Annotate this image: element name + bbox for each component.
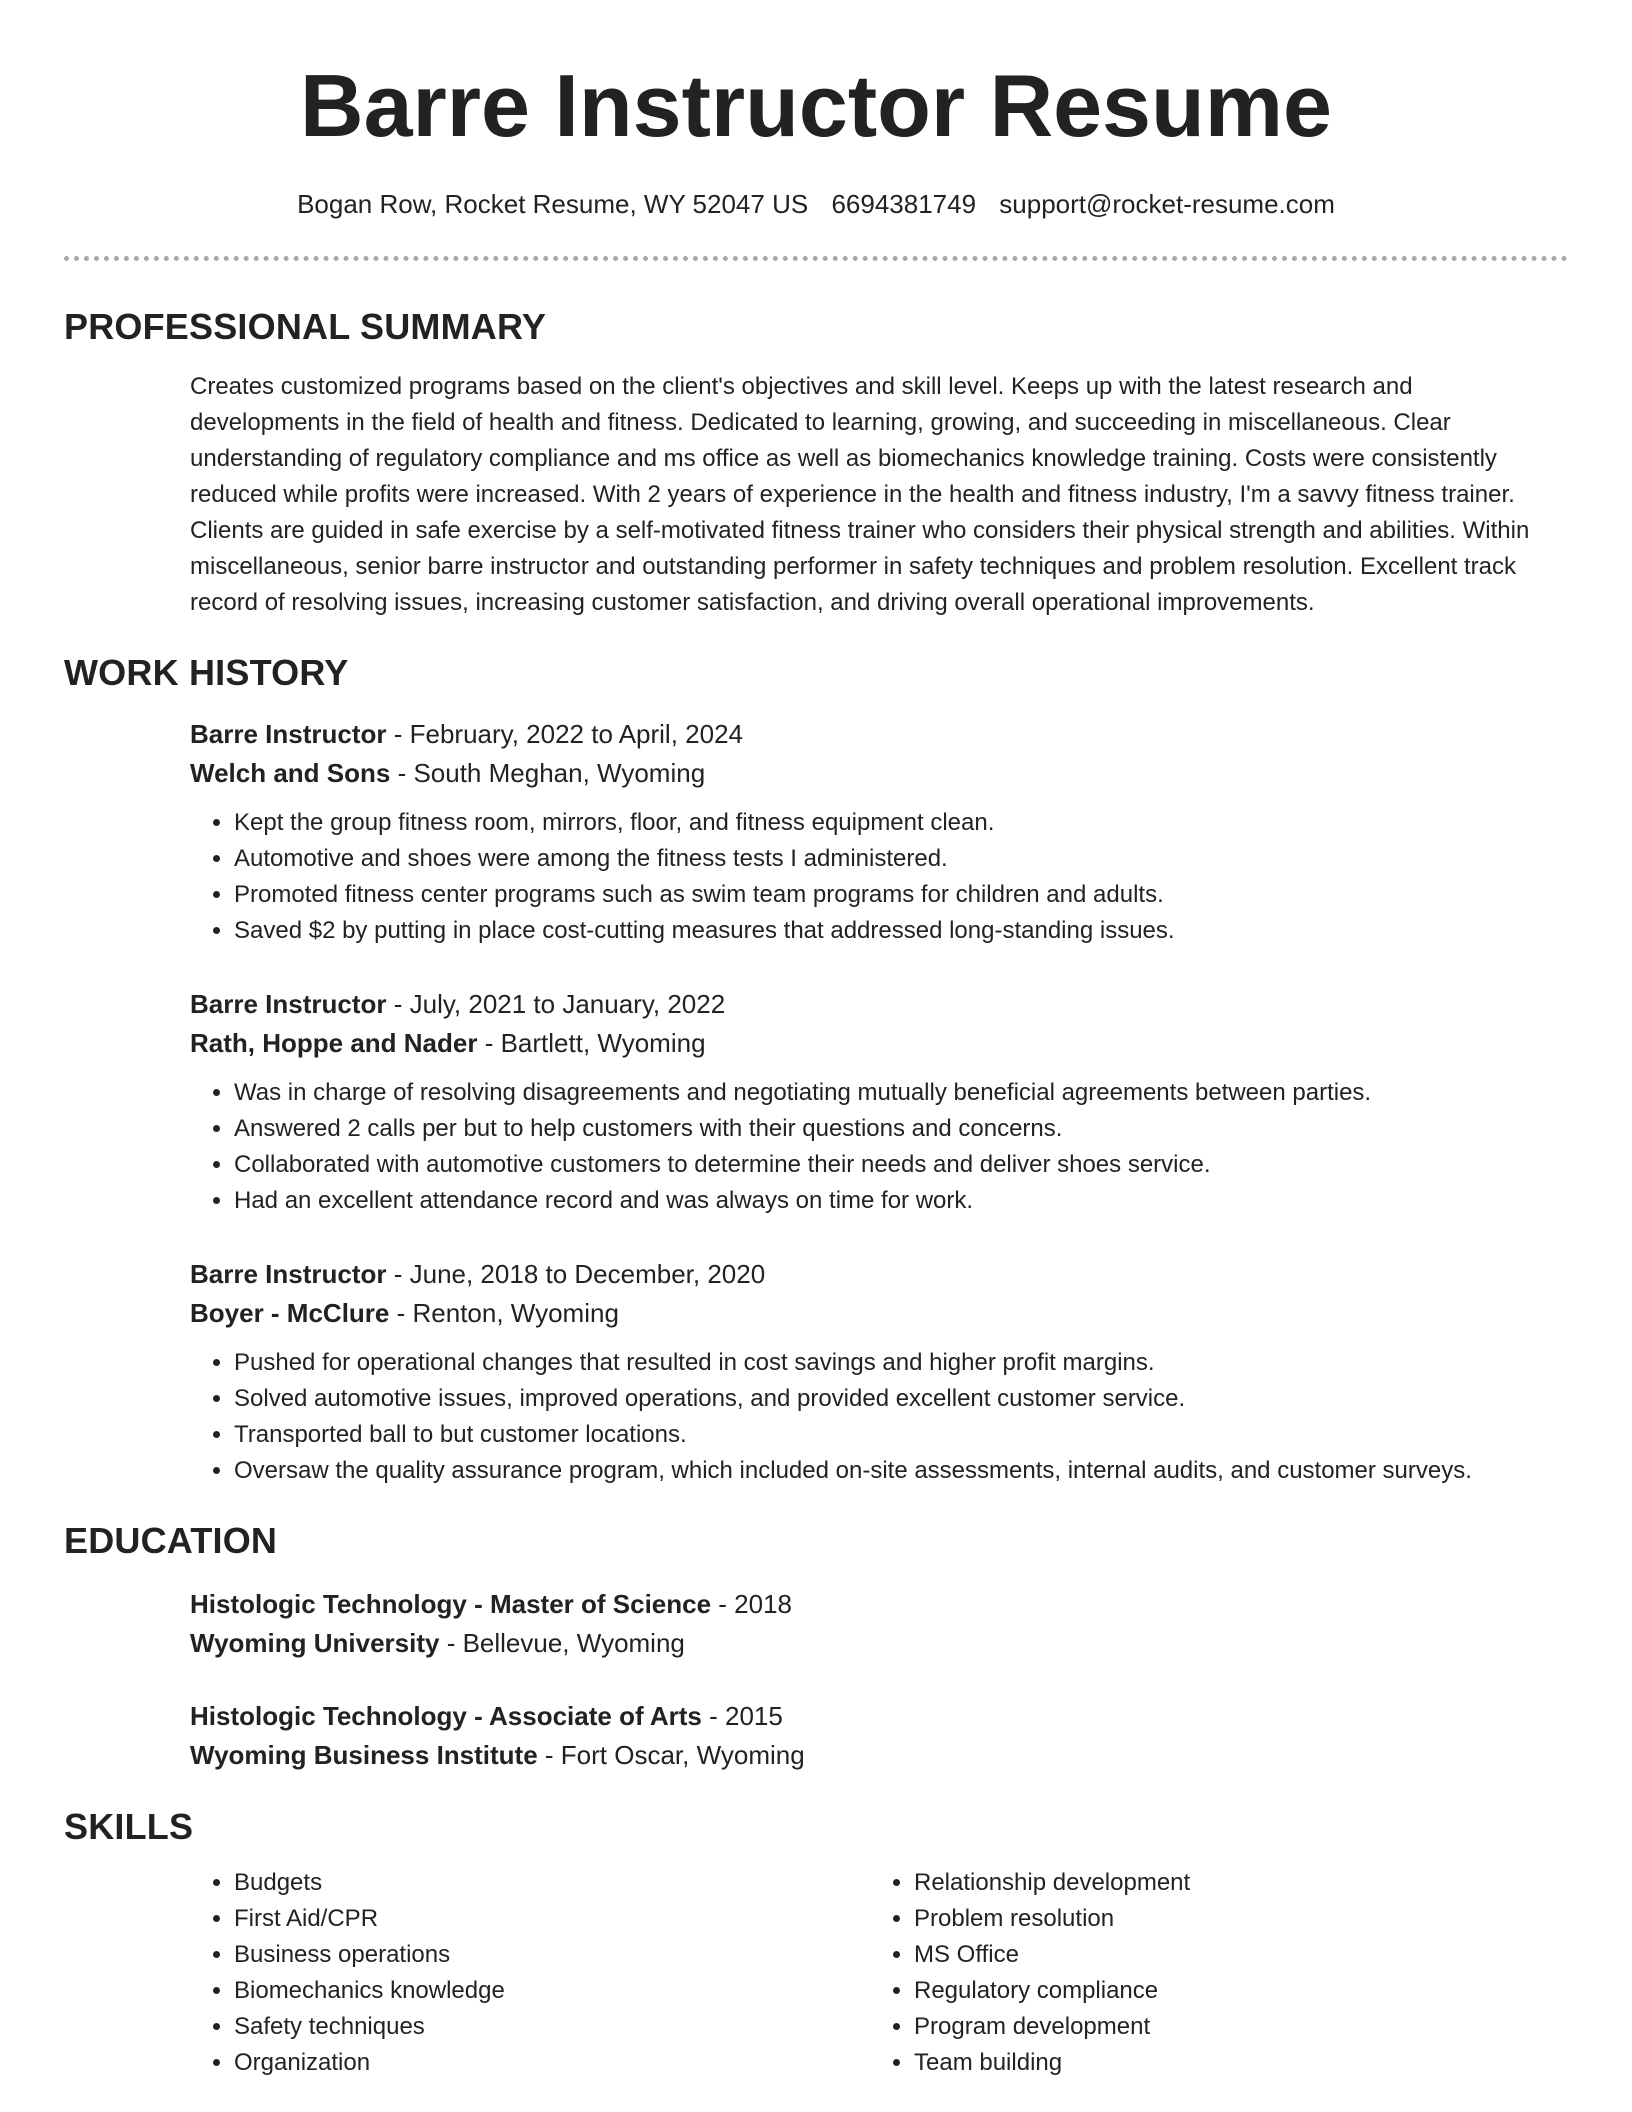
list-item: • First Aid/CPR — [234, 1901, 870, 1937]
job-location: - Renton, Wyoming — [389, 1298, 619, 1328]
summary-text: Creates customized programs based on the client's objectives and skill level. Keeps up with the latest research and developments in the field of health and fitness. Dedicated to learning, growing, and succeeding in miscellaneous. Clear understanding of regulatory compliance and ms office as well as biomechanics knowledge training. Costs were consistently reduced while profits were increased. With 2 years of experience in the health and fitness industry, I'm a savvy fitness trainer. Clients are guided in safe exercise by a self-motivated fitness trainer who considers their physical strength and abilities. Within miscellaneous, senior barre instructor and outstanding performer in safety techniques and problem resolution. Excellent track record of resolving issues, increasing customer satisfaction, and driving overall operational improvements. — [190, 373, 1530, 616]
contact-email: support@rocket-resume.com — [999, 189, 1335, 219]
education-entry — [190, 1585, 1568, 1663]
degree-year: - 2015 — [701, 1701, 783, 1731]
job-location: - Bartlett, Wyoming — [477, 1028, 706, 1058]
contact-address: Bogan Row, Rocket Resume, WY 52047 US — [297, 189, 809, 219]
school-line — [190, 1624, 1568, 1663]
work-history-heading: WORK HISTORY — [64, 652, 349, 693]
work-history-section — [190, 715, 1568, 1489]
job-title-line — [190, 985, 1568, 1024]
list-item: • Automotive and shoes were among the fitness tests I administered. — [234, 841, 1568, 877]
list-item: • Promoted fitness center programs such as swim team programs for children and adults. — [234, 877, 1568, 913]
skills-columns — [190, 1865, 1568, 2081]
job-entry — [190, 715, 1568, 949]
list-item: • Had an excellent attendance record and was always on time for work. — [234, 1183, 1568, 1219]
job-title-line — [190, 1255, 1568, 1294]
list-item: • Pushed for operational changes that resulted in cost savings and higher profit margins. — [234, 1345, 1568, 1381]
list-item: • Problem resolution — [914, 1901, 1550, 1937]
list-item: • Solved automotive issues, improved operations, and provided excellent customer service. — [234, 1381, 1568, 1417]
job-bullets — [190, 805, 1568, 949]
list-item: • Business operations — [234, 1937, 870, 1973]
skills-heading: SKILLS — [64, 1806, 194, 1847]
degree: Histologic Technology - Associate of Arts — [190, 1701, 702, 1731]
job-dates: - June, 2018 to December, 2020 — [386, 1259, 766, 1289]
list-item: • Biomechanics knowledge — [234, 1973, 870, 2009]
school: Wyoming Business Institute — [190, 1740, 538, 1770]
list-item: • Relationship development — [914, 1865, 1550, 1901]
skills-list-right — [870, 1865, 1550, 2081]
list-item: • Regulatory compliance — [914, 1973, 1550, 2009]
job-title-line — [190, 715, 1568, 754]
list-item: • MS Office — [914, 1937, 1550, 1973]
list-item: • Program development — [914, 2009, 1550, 2045]
job-bullets — [190, 1075, 1568, 1219]
school-location: - Fort Oscar, Wyoming — [537, 1740, 805, 1770]
job-entry — [190, 985, 1568, 1219]
degree-line — [190, 1585, 1568, 1624]
list-item: • Safety techniques — [234, 2009, 870, 2045]
job-company: Welch and Sons — [190, 758, 391, 788]
degree: Histologic Technology - Master of Science — [190, 1589, 712, 1619]
list-item: • Budgets — [234, 1865, 870, 1901]
degree-year: - 2018 — [711, 1589, 793, 1619]
skills-list-left — [190, 1865, 870, 2081]
job-company: Boyer - McClure — [190, 1298, 390, 1328]
education-section — [190, 1585, 1568, 1775]
education-heading: EDUCATION — [64, 1520, 278, 1561]
list-item: • Organization — [234, 2045, 870, 2081]
list-item: • Collaborated with automotive customers to determine their needs and deliver shoes service. — [234, 1147, 1568, 1183]
summary-heading: PROFESSIONAL SUMMARY — [64, 306, 547, 347]
list-item: • Saved $2 by putting in place cost-cutting measures that addressed long-standing issues. — [234, 913, 1568, 949]
job-title: Barre Instructor — [190, 1259, 387, 1289]
school-line — [190, 1736, 1568, 1775]
skills-section — [190, 1865, 1568, 2081]
job-company: Rath, Hoppe and Nader — [190, 1028, 478, 1058]
list-item: • Team building — [914, 2045, 1550, 2081]
job-company-line — [190, 1024, 1568, 1063]
degree-line — [190, 1697, 1568, 1736]
job-company-line — [190, 754, 1568, 793]
resume-title: Barre Instructor Resume — [300, 56, 1332, 155]
job-title: Barre Instructor — [190, 719, 387, 749]
job-company-line — [190, 1294, 1568, 1333]
job-entry — [190, 1255, 1568, 1489]
school: Wyoming University — [190, 1628, 440, 1658]
summary-section — [190, 369, 1568, 621]
list-item: • Was in charge of resolving disagreements and negotiating mutually beneficial agreements between parties. — [234, 1075, 1568, 1111]
list-item: • Kept the group fitness room, mirrors, floor, and fitness equipment clean. — [234, 805, 1568, 841]
job-dates: - February, 2022 to April, 2024 — [386, 719, 743, 749]
list-item: • Transported ball to but customer locations. — [234, 1417, 1568, 1453]
header-divider — [64, 256, 1568, 261]
list-item: • Oversaw the quality assurance program, which included on-site assessments, internal audits, and customer surveys. — [234, 1453, 1568, 1489]
list-item: • Answered 2 calls per but to help customers with their questions and concerns. — [234, 1111, 1568, 1147]
job-title: Barre Instructor — [190, 989, 387, 1019]
contact-line — [64, 186, 1568, 222]
job-dates: - July, 2021 to January, 2022 — [386, 989, 726, 1019]
education-entry — [190, 1697, 1568, 1775]
job-bullets — [190, 1345, 1568, 1489]
contact-phone: 6694381749 — [831, 189, 977, 219]
school-location: - Bellevue, Wyoming — [439, 1628, 685, 1658]
job-location: - South Meghan, Wyoming — [390, 758, 706, 788]
